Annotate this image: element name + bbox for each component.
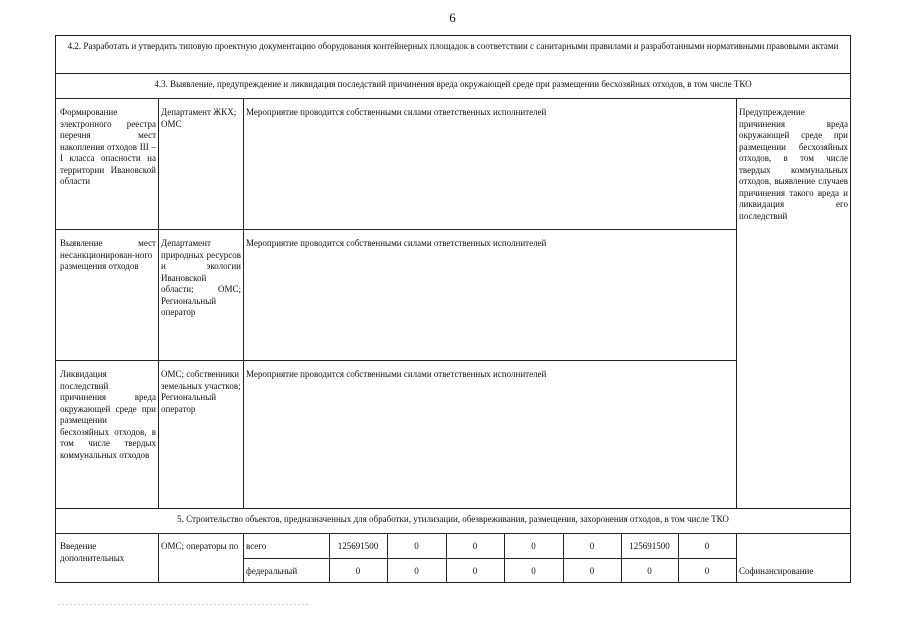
row-2-executor: Департамент природных ресурсов и экологии Ивановской области; ОМС; Региональный оператор — [161, 238, 241, 317]
funding-value: 0 — [472, 541, 478, 551]
funding-value: 125691500 — [629, 541, 670, 551]
row-1-executor: Департамент ЖКХ; ОМС — [161, 107, 237, 129]
section-5-heading: 5. Строительство объектов, предназначенных для обработки, утилизации, обезвреживания, размещения, захоронения отходов, в том числе ТКО — [177, 514, 729, 524]
result-4-3: Предупреждение причинения вреда окружающей среде при размещении бесхозяйных отходов, в том числе твердых коммунальных отходов, выявление случаев причинения такого вреда и ликвидация его последствий — [739, 107, 848, 221]
col-divider — [243, 98, 244, 508]
funding-value: 0 — [704, 541, 710, 551]
row-divider — [56, 533, 850, 534]
funding-value: 0 — [589, 566, 595, 576]
funding-value: 0 — [355, 566, 361, 576]
row-divider — [56, 508, 850, 509]
section-4-3-heading: 4.3. Выявление, предупреждение и ликвидация последствий причинения вреда окружающей среде при размещении бесхозяйных отходов, в том числе ТКО — [154, 79, 752, 89]
funding-value: 0 — [647, 566, 652, 576]
row-3-note: Мероприятие проводится собственными силами ответственных исполнителей — [246, 369, 547, 379]
scan-artifact-line — [58, 604, 308, 605]
funding-value: 0 — [531, 566, 536, 576]
funding-value: 0 — [414, 541, 419, 551]
funding-value: 0 — [531, 541, 536, 551]
col-divider — [736, 533, 737, 583]
section-4-2-heading: 4.2. Разработать и утвердить типовую проектную документацию оборудования контейнерных площадок в соответствии с санитарными правилами и разработанными нормативными правовыми актами — [67, 41, 839, 51]
col-divider — [243, 533, 244, 583]
funding-value: 0 — [589, 541, 595, 551]
col-divider — [158, 533, 159, 583]
col-divider — [158, 98, 159, 508]
row-divider — [56, 98, 850, 99]
row-divider — [243, 558, 736, 559]
funding-value: 0 — [704, 566, 710, 576]
row-5-name: Введение дополнительных — [60, 541, 125, 563]
funding-result-federal: Софинансирование — [739, 566, 814, 576]
col-divider — [736, 98, 737, 508]
row-3-name: Ликвидация последствий причинения вреда окружающей среде при размещении бесхозяйных отходов, в том числе твердых коммунальных отходов — [60, 369, 156, 460]
measures-table — [55, 35, 851, 583]
funding-value: 0 — [414, 566, 419, 576]
funding-source-total: всего — [246, 541, 267, 551]
row-3-executor: ОМС; собственники земельных участков; Региональный оператор — [161, 369, 241, 414]
row-5-executor: ОМС; операторы по — [161, 541, 239, 551]
funding-value: 125691500 — [337, 541, 379, 551]
funding-source-federal: федеральный — [246, 566, 298, 576]
row-1-name: Формирование электронного реестра перечня мест накопления отходов III – I класса опасности на территории Ивановской области — [60, 107, 156, 186]
row-2-name: Выявление мест несанкционирован-ного размещения отходов — [60, 238, 156, 271]
row-2-note: Мероприятие проводится собственными силами ответственных исполнителей — [246, 238, 547, 248]
row-1-note: Мероприятие проводится собственными силами ответственных исполнителей — [246, 107, 547, 117]
funding-value: 0 — [472, 566, 478, 576]
page-number: 6 — [449, 10, 456, 25]
row-divider — [56, 73, 850, 74]
